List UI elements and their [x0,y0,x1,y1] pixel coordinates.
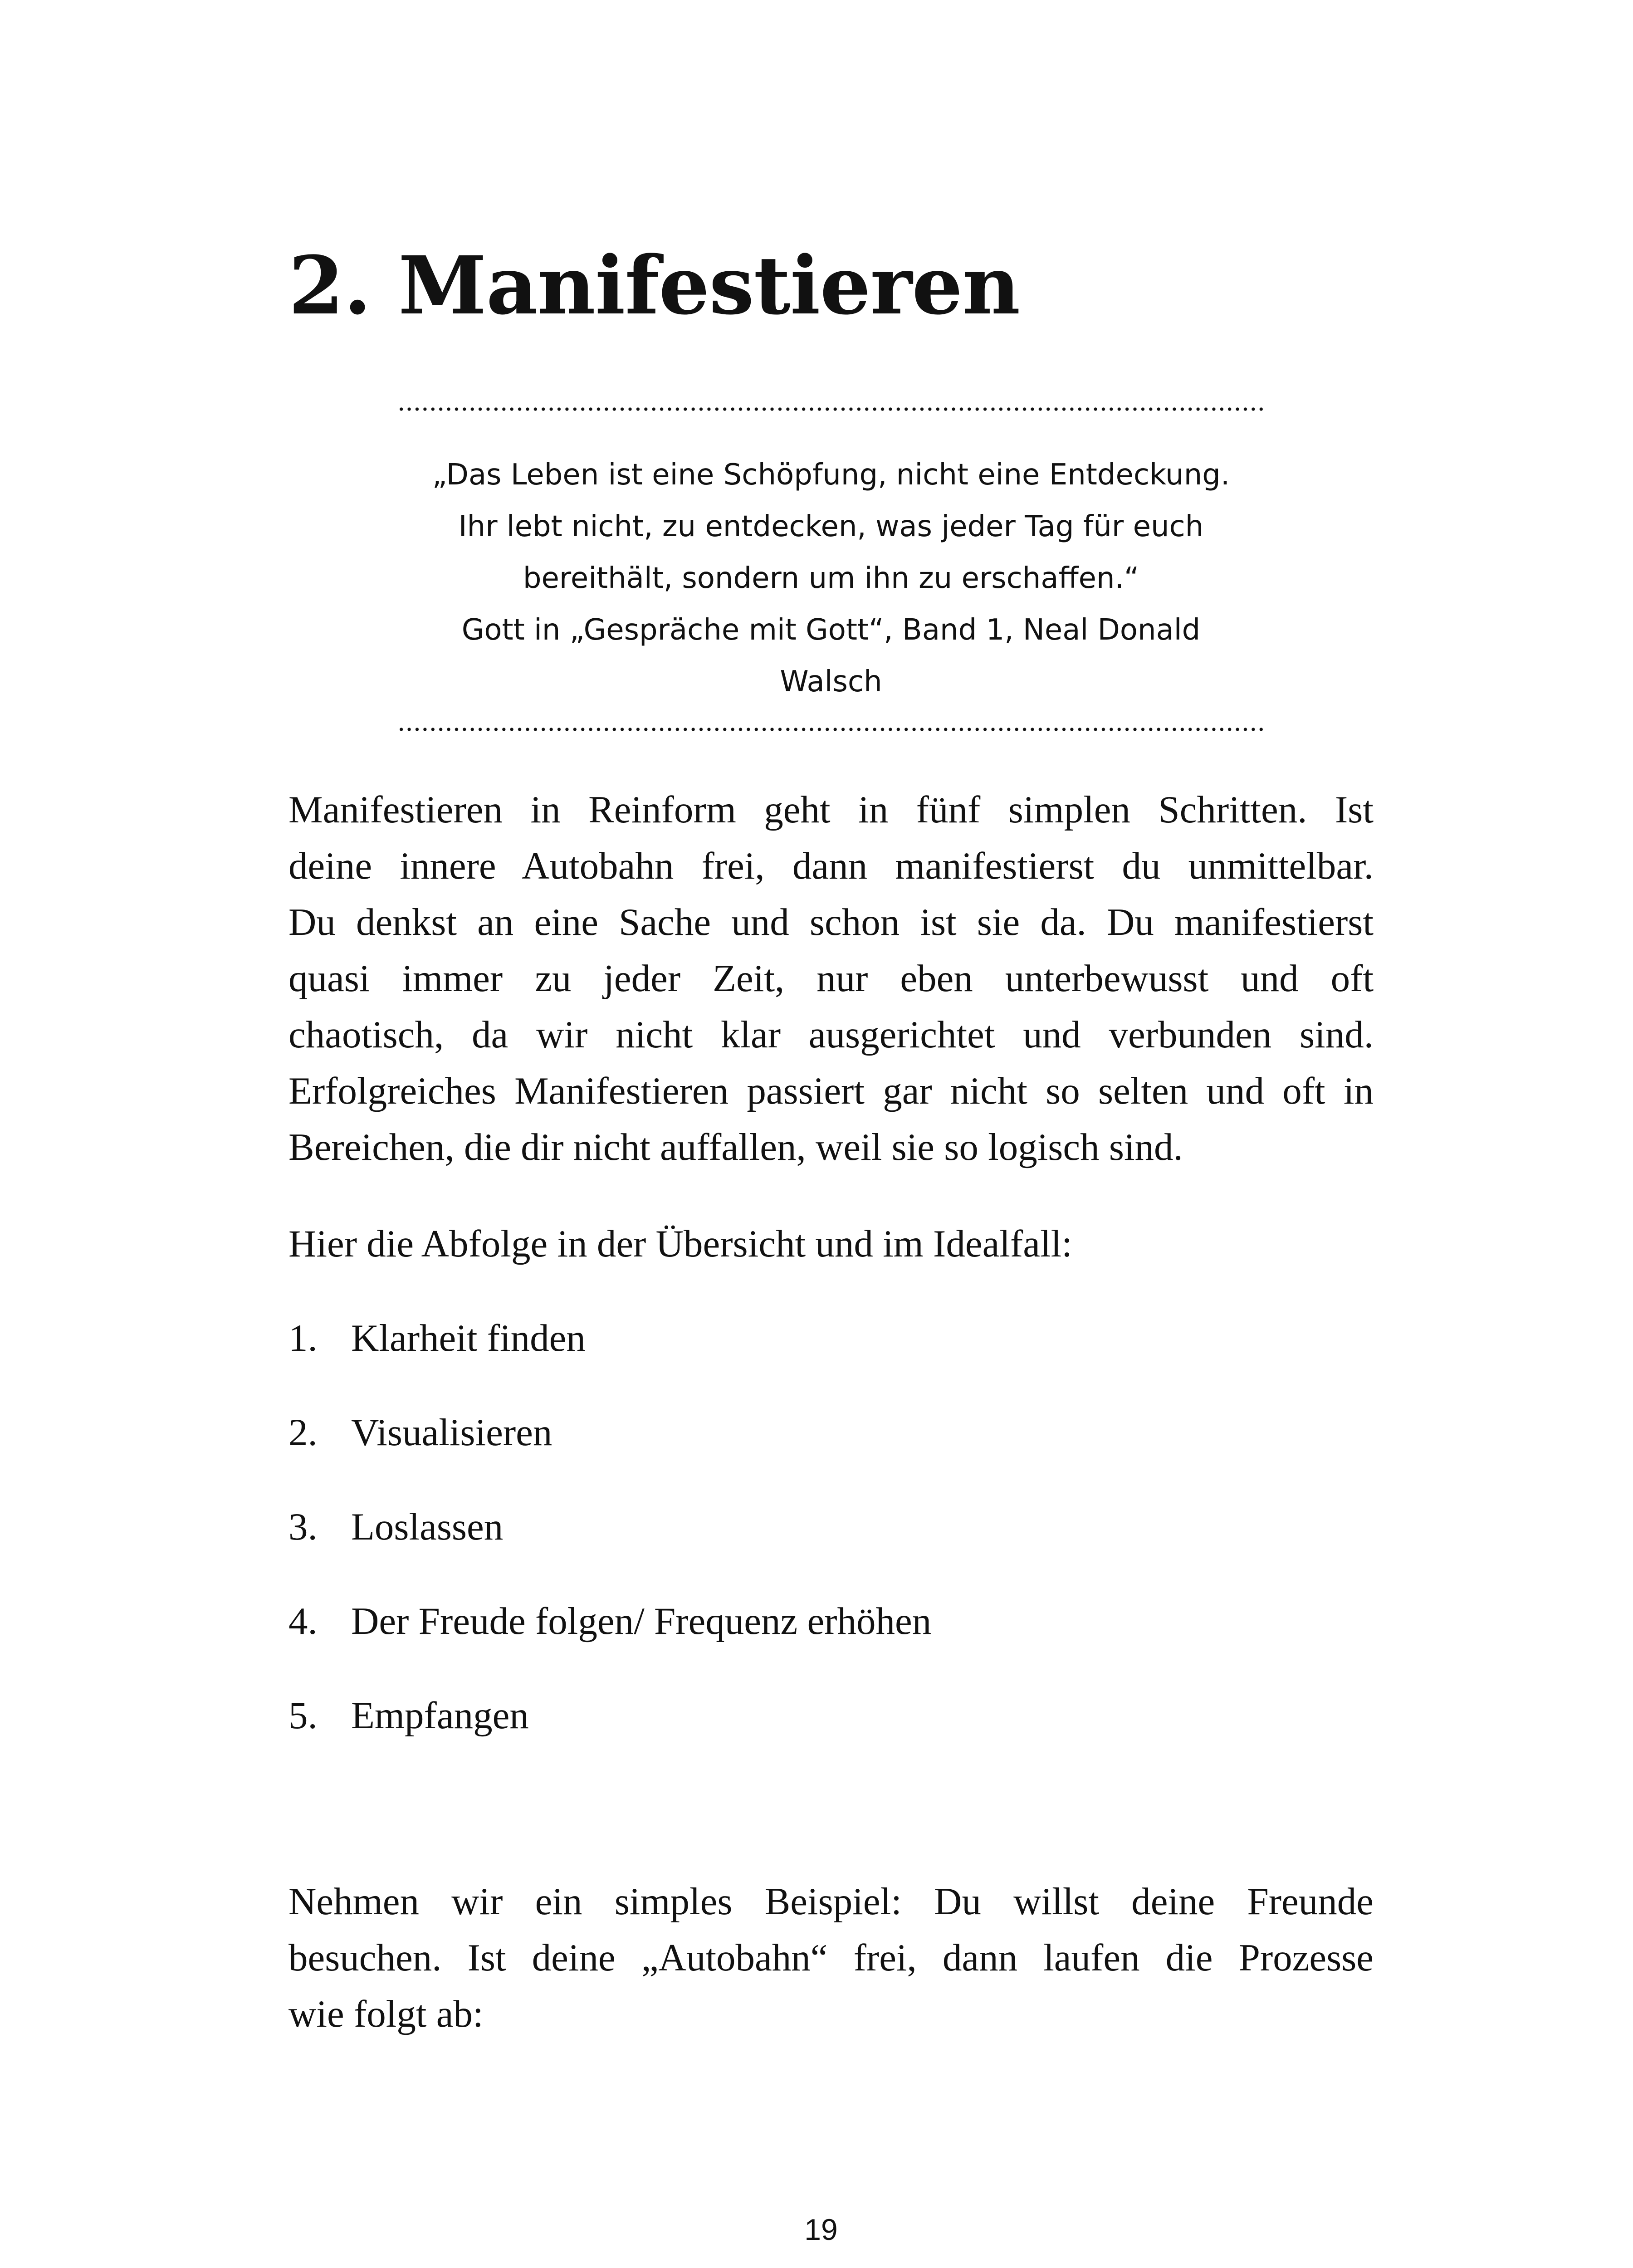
paragraph-line: wie folgt ab: [288,1993,484,2035]
paragraph-line: besuchen. Ist deine „Autobahn“ frei, dann laufen die Prozesse [288,1936,1374,1979]
step-number: 1. [288,1317,318,1359]
list-item [288,1404,1374,1499]
list-item [288,1687,1374,1782]
step-label: Visualisieren [351,1411,552,1454]
step-number: 3. [288,1505,318,1548]
body-paragraph-overview [288,1216,1374,1272]
dotted-divider-bottom [397,728,1265,731]
paragraph-line: Hier die Abfolge in der Übersicht und im Idealfall: [288,1222,1072,1265]
list-item [288,1593,1374,1687]
paragraph-line: Manifestieren in Reinform geht in fünf simplen Schritten. Ist [288,788,1374,831]
paragraph-line: Nehmen wir ein simples Beispiel: Du willst deine Freunde [288,1880,1374,1923]
paragraph-line: Bereichen, die dir nicht auffallen, weil sie so logisch sind. [288,1126,1183,1168]
step-label: Der Freude folgen/ Frequenz erhöhen [351,1600,932,1642]
body-paragraph-example [288,1873,1374,2042]
paragraph-line: deine innere Autobahn frei, dann manifestierst du unmittelbar. [288,845,1374,887]
step-number: 2. [288,1411,318,1454]
page-title: 2. Manifestieren [288,239,1020,332]
paragraph-line: Erfolgreiches Manifestieren passiert gar nicht so selten und oft in [288,1070,1374,1112]
paragraph-line: Du denkst an eine Sache und schon ist sie da. Du manifestierst [288,901,1374,943]
list-item [288,1499,1374,1593]
quote-attribution-line: Gott in „Gespräche mit Gott“, Band 1, Neal Donald [461,613,1201,647]
body-paragraph-intro [288,782,1374,1175]
epigraph-quote [388,449,1274,708]
dotted-divider-top [397,407,1265,411]
paragraph-line: chaotisch, da wir nicht klar ausgerichtet und verbunden sind. [288,1013,1374,1056]
step-label: Empfangen [351,1694,529,1737]
page-number: 19 [804,2213,838,2246]
step-label: Loslassen [351,1505,504,1548]
quote-line: Ihr lebt nicht, zu entdecken, was jeder Tag für euch [458,510,1204,543]
step-number: 4. [288,1600,318,1642]
steps-list [288,1310,1374,1782]
quote-attribution-line: Walsch [780,665,882,699]
list-item [288,1310,1374,1404]
step-number: 5. [288,1694,318,1737]
step-label: Klarheit finden [351,1317,586,1359]
paragraph-line: quasi immer zu jeder Zeit, nur eben unterbewusst und oft [288,957,1374,1000]
quote-line: bereithält, sondern um ihn zu erschaffen.“ [523,562,1139,595]
quote-line: „Das Leben ist eine Schöpfung, nicht eine Entdeckung. [432,458,1230,492]
